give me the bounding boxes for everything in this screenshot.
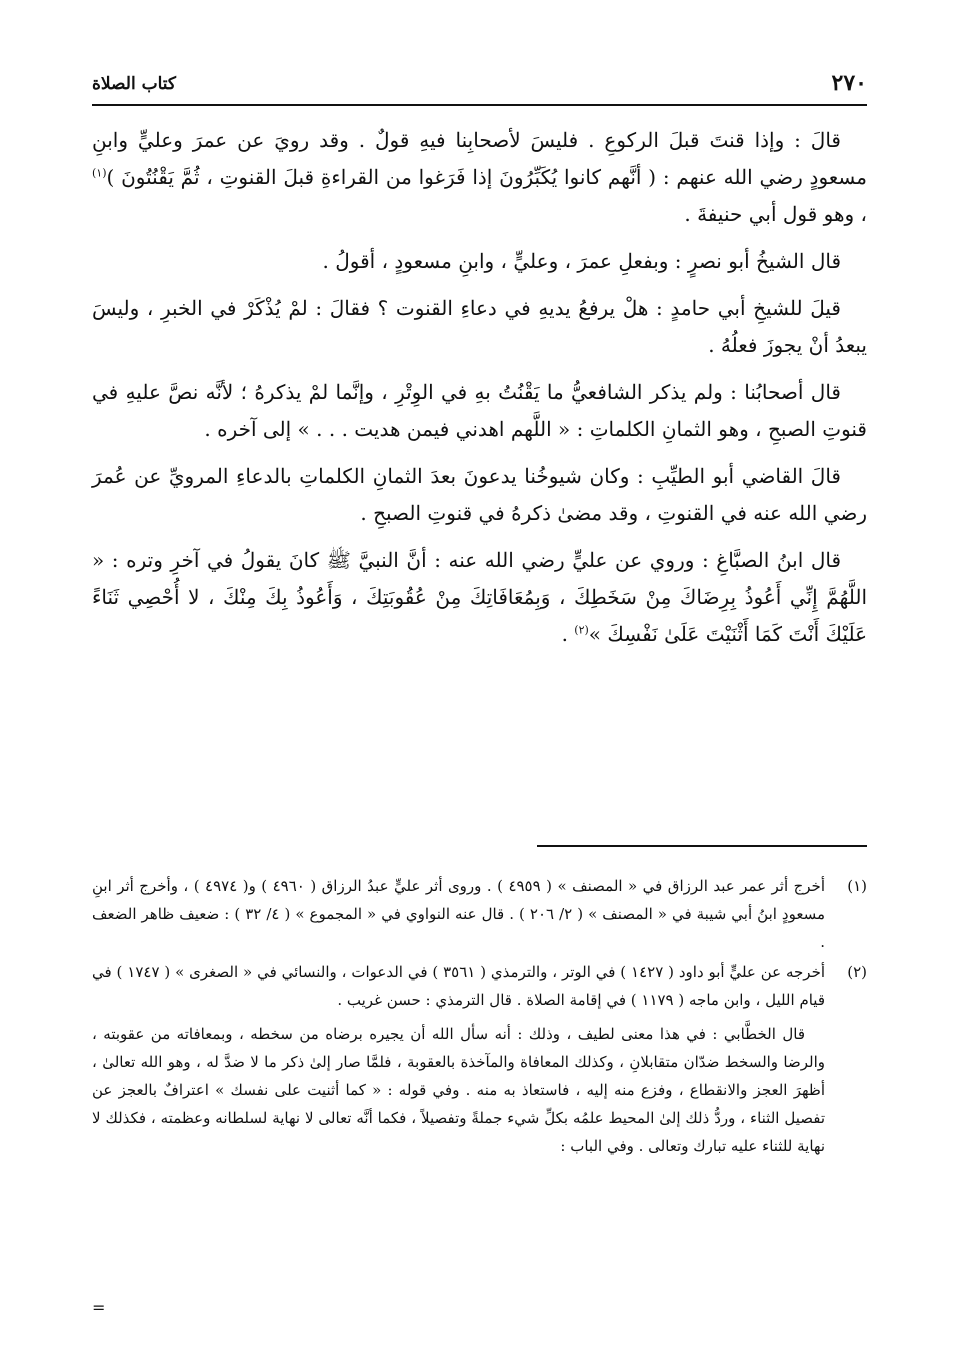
paragraph-4: قال أصحابُنا : ولم يذكر الشافعيُّ ما يَقْنُتُ بهِ في الوِتْرِ ، وإنَّما لمْ يذكرهُ ؛ لأنَّه نصَّ عليهِ في قنوتِ الصبحِ ، وهو الثمانِ الكلماتِ : « اللَّهم اهدني فيمن هديت . . . » إلى آخره . bbox=[92, 380, 867, 441]
paragraph-6-end: . bbox=[561, 622, 575, 646]
running-title: كتاب الصلاة bbox=[92, 74, 177, 94]
footnote-divider bbox=[537, 845, 867, 847]
main-text bbox=[92, 122, 867, 663]
footnote-2-commentary: قال الخطَّابي : في هذا معنى لطيف ، وذلك : أنه سأل الله أن يجيره برضاه من سخطه ، وبمعافاته من عقوبته ، والرضا والسخط ضدّان متقابلانِ ، وكذلك المعافاة والمآخذة بالعقوبة ، فلمَّا صار إلىٰ ذكر ما لا ضدَّ له ، وهو الله تعالىٰ ، أظهرَ العجز والانقطاع ، وفزع منه إليه ، فاستعاذ به منه . وفي قوله : « كما أثنيت على نفسك » اعترافٌ بالعجز عن تفصيل الثناء ، وردُّ ذلك إلىٰ المحيط علمُه بكلِّ شيء جملةً وتفصيلاً ، فكما أنَّه تعالى لا نهاية لسلطانه وعظمته ، فكذلك لا نهاية للثناء عليه تبارك وتعالى . وفي الباب : bbox=[92, 1025, 825, 1155]
continuation-mark: = bbox=[92, 1298, 106, 1317]
footnote-1 bbox=[92, 872, 867, 956]
footnote-2 bbox=[92, 958, 867, 1014]
footnote-1-text: أخرج أثر عمر عبد الرزاق في « المصنف » ( ٤٩٥٩ ) . وروى أثر عليٍّ عبدُ الرزاق ( ٤٩٦٠ ) و( ٤٩٧٤ ) ، وأخرج أثر ابنِ مسعودٍ ابنُ أبي شيبة في « المصنف » ( ٢/ ٢٠٦ ) . قال عنه النواوي في « المجموع » ( ٤/ ٣٢ ) : ضعيف ظاهر الضعف . bbox=[92, 877, 826, 951]
page-number: ٢٧٠ bbox=[831, 70, 867, 96]
footnote-2-number: (٢) bbox=[847, 963, 867, 981]
footnotes bbox=[92, 872, 867, 1160]
footnote-ref-2[interactable]: (٢) bbox=[574, 623, 589, 637]
footnote-2-text: أخرجه عن عليٍّ أبو داود ( ١٤٢٧ ) في الوتر ، والترمذي ( ٣٥٦١ ) في الدعوات ، والنسائي في « الصغرى » ( ١٧٤٧ ) في قيام الليل ، وابن ماجه ( ١١٧٩ ) في إقامة الصلاة . قال الترمذي : حسن غريب . bbox=[92, 963, 826, 1009]
paragraph-1 bbox=[92, 122, 867, 233]
page-header bbox=[92, 70, 867, 106]
paragraph-1-end: ، وهو قول أبي حنيفةَ . bbox=[684, 202, 867, 226]
paragraph-6 bbox=[92, 542, 867, 653]
paragraph-2: قال الشيخُ أبو نصرٍ : وبفعلِ عمرَ ، وعليٍّ ، وابنِ مسعودٍ ، أقولُ . bbox=[322, 249, 841, 273]
paragraph-6-text: قال ابنُ الصبَّاغِ : وروي عن عليٍّ رضي الله عنه : أنَّ النبيَّ ﷺ كانَ يقولُ في آخرِ وتره : « اللَّهُمَّ إِنِّي أَعُوذُ بِرِضَاكَ مِنْ سَخَطِكَ ، وَبِمُعَافَاتِكَ مِنْ عُقُوبَتِكَ ، وَأَعُوذُ بِكَ مِنْكَ ، لا أُحْصِي ثَنَاءً عَلَيْكَ أَنْتَ كَمَا أَثْنَيْتَ عَلَىٰ نَفْسِكَ » bbox=[92, 548, 867, 646]
footnote-1-number: (١) bbox=[847, 877, 867, 895]
paragraph-3: قيلَ للشيخِ أبي حامدٍ : هلْ يرفعُ يديهِ في دعاءِ القنوت ؟ فقالَ : لمْ يُذْكَرْ في الخبرِ ، وليسَ يبعدُ أنْ يجوزَ فعلُهُ . bbox=[92, 296, 867, 357]
footnote-ref-1[interactable]: (١) bbox=[92, 166, 107, 180]
paragraph-5: قالَ القاضي أبو الطيِّبِ : وكان شيوخُنا يدعونَ بعدَ الثمانِ الكلماتِ بالدعاءِ المرويِّ عن عُمرَ رضي الله عنه في القنوتِ ، وقد مضىٰ ذكرهُ في قنوتِ الصبحِ . bbox=[92, 464, 867, 525]
paragraph-1-text: قالَ : وإذا قنتَ قبلَ الركوعِ . فليسَ لأصحابِنا فيهِ قولٌ . وقد رويَ عن عمرَ وعليٍّ وابنِ مسعودٍ رضي الله عنهم : ( أنَّهم كانوا يُكَبِّرُونَ إذا فَرَغوا من القراءةِ قبلَ القنوتِ ، ثُمَّ يَقْنُتُونَ ) bbox=[92, 128, 867, 189]
